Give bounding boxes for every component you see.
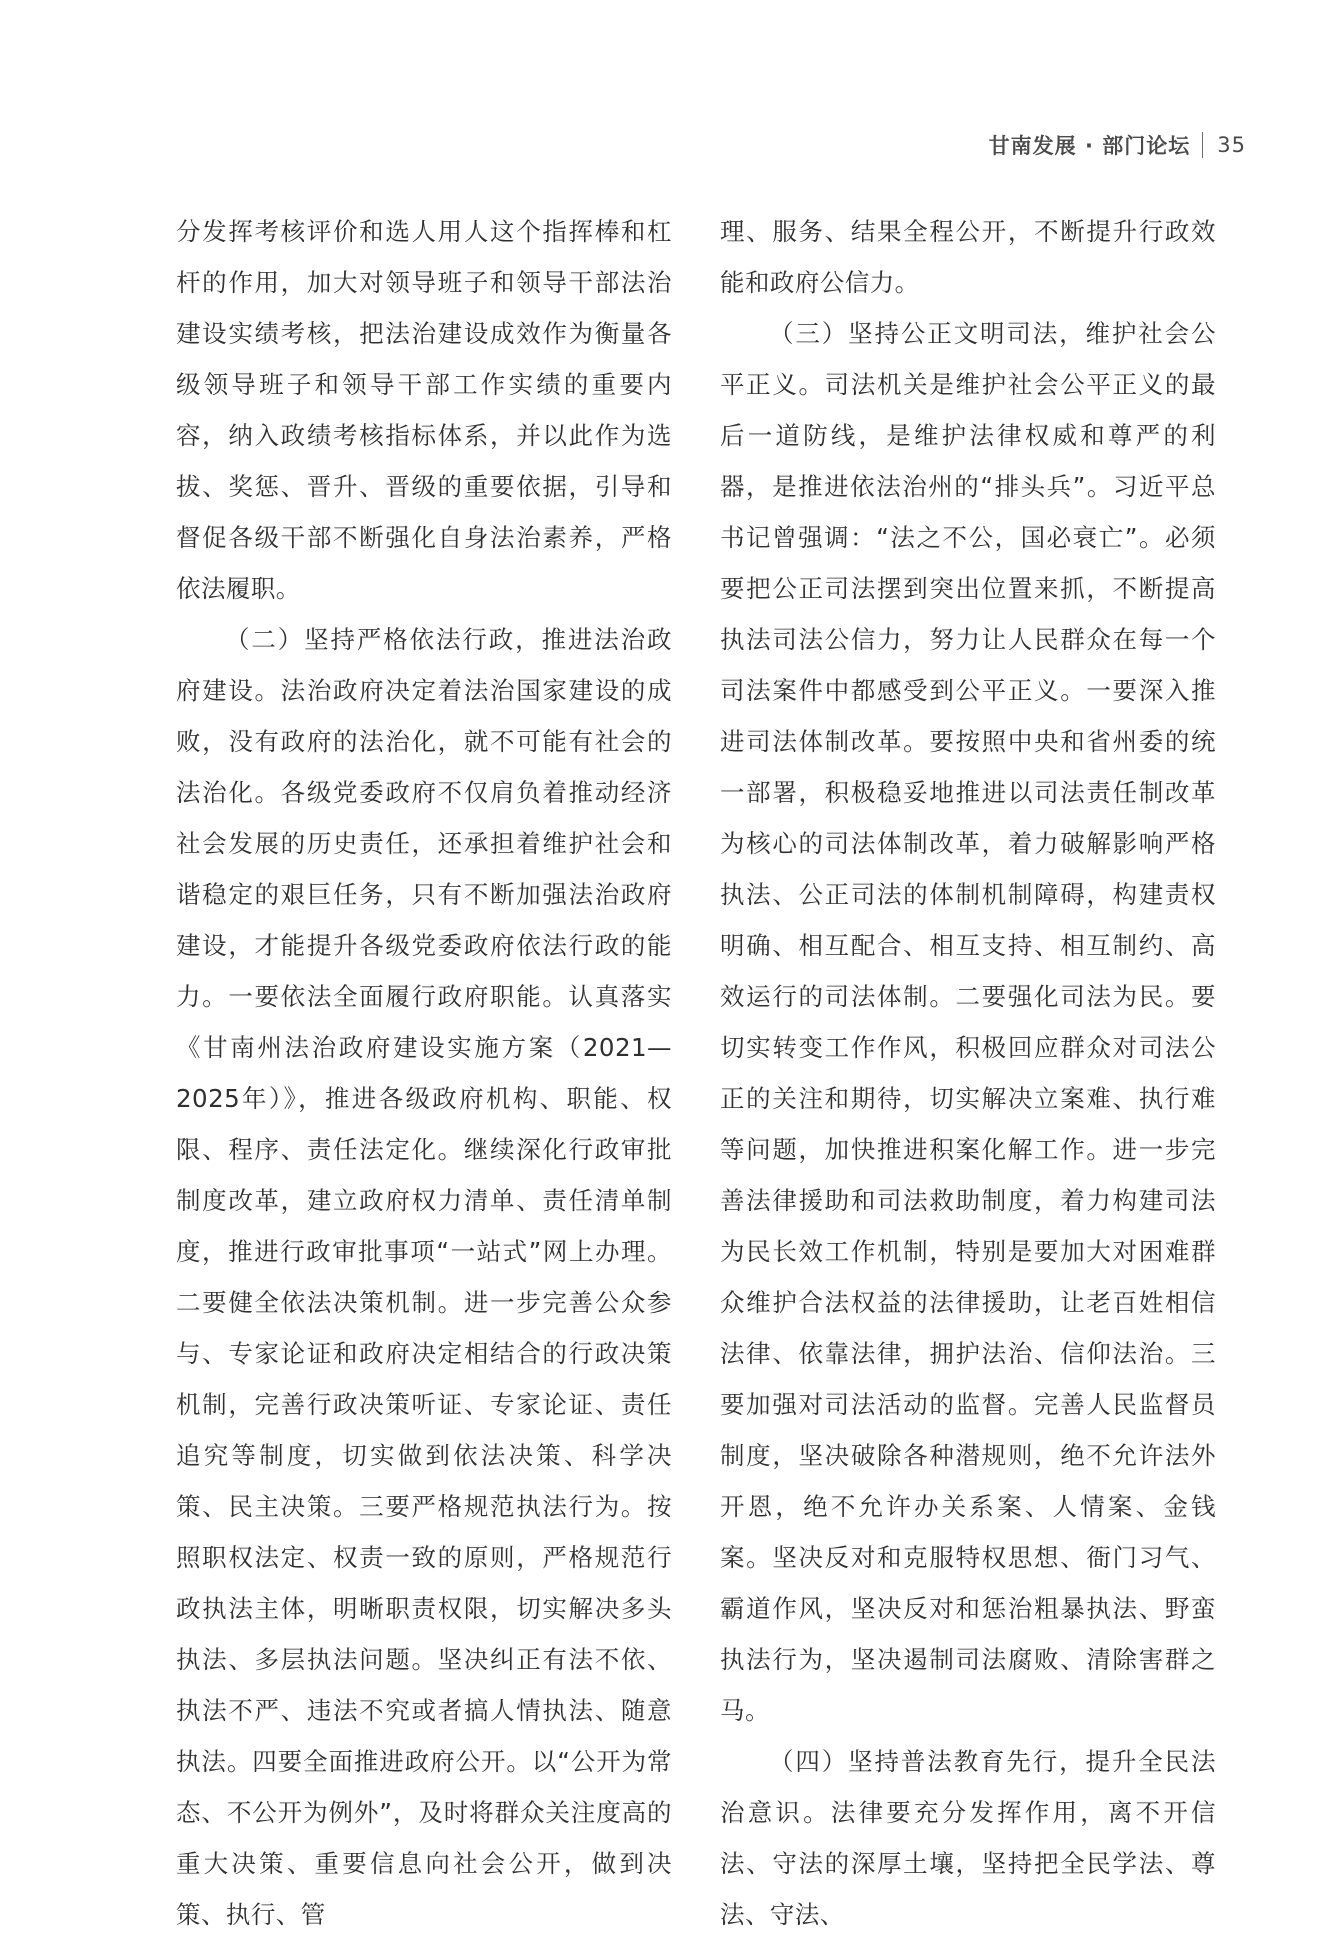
paragraph-section-4: （四）坚持普法教育先行，提升全民法治意识。法律要充分发挥作用，离不开信法、守法的深厚土壤，坚持把全民学法、尊法、守法、 (720, 1747, 1216, 1929)
running-header (989, 130, 1246, 160)
paragraph-section-3: （三）坚持公正文明司法，维护社会公平正义。司法机关是维护社会公平正义的最后一道防线，是维护法律权威和尊严的利器，是推进依法治州的“排头兵”。习近平总书记曾强调：“法之不公，国必衰亡”。必须要把公正司法摆到突出位置来抓，不断提高执法司法公信力，努力让人民群众在每一个司法案件中都感受到公平正义。一要深入推进司法体制改革。要按照中央和省州委的统一部署，积极稳妥地推进以司法责任制改革为核心的司法体制改革，着力破解影响严格执法、公正司法的体制机制障碍，构建责权明确、相互配合、相互支持、相互制约、高效运行的司法体制。二要强化司法为民。要切实转变工作作风，积极回应群众对司法公正的关注和期待，切实解决立案难、执行难等问题，加快推进积案化解工作。进一步完善法律援助和司法救助制度，着力构建司法为民长效工作机制，特别是要加大对困难群众维护合法权益的法律援助，让老百姓相信法律、依靠法律，拥护法治、信仰法治。三要加强对司法活动的监督。完善人民监督员制度，坚决破除各种潜规则，绝不允许法外开恩，绝不允许办关系案、人情案、金钱案。坚决反对和克服特权思想、衙门习气、霸道作风，坚决反对和惩治粗暴执法、野蛮执法行为，坚决遏制司法腐败、清除害群之马。 (720, 319, 1216, 1725)
paragraph-section-2: （二）坚持严格依法行政，推进法治政府建设。法治政府决定着法治国家建设的成败，没有政府的法治化，就不可能有社会的法治化。各级党委政府不仅肩负着推动经济社会发展的历史责任，还承担着维护社会和谐稳定的艰巨任务，只有不断加强法治政府建设，才能提升各级党委政府依法行政的能力。一要依法全面履行政府职能。认真落实《甘南州法治政府建设实施方案（2021—2025年）》，推进各级政府机构、职能、权限、程序、责任法定化。继续深化行政审批制度改革，建立政府权力清单、责任清单制度，推进行政审批事项“一站式”网上办理。二要健全依法决策机制。进一步完善公众参与、专家论证和政府决定相结合的行政决策机制，完善行政决策听证、专家论证、责任追究等制度，切实做到依法决策、科学决策、民主决策。三要严格规范执法行为。按照职权法定、权责一致的原则，严格规范行政执法主体，明晰职责权限，切实解决多头执法、多层执法问题。坚决纠正有法不依、执法不严、违法不究或者搞人情执法、随意执法。四要全面推进政府公开。以“公开为常态、不公开为例外”，及时将群众关注度高的重大决策、重要信息向社会公开，做到决策、执行、管 (176, 625, 672, 1929)
page-number: 35 (1217, 133, 1246, 157)
header-divider (1202, 132, 1203, 158)
paragraph: 理、服务、结果全程公开，不断提升行政效能和政府公信力。 (720, 217, 1216, 297)
journal-section-title: 甘南发展 · 部门论坛 (988, 134, 1191, 158)
right-column (720, 206, 1216, 1940)
paragraph: 分发挥考核评价和选人用人这个指挥棒和杠杆的作用，加大对领导班子和领导干部法治建设实绩考核，把法治建设成效作为衡量各级领导班子和领导干部工作实绩的重要内容，纳入政绩考核指标体系，并以此作为选拔、奖惩、晋升、晋级的重要依据，引导和督促各级干部不断强化自身法治素养，严格依法履职。 (176, 217, 672, 603)
left-column (176, 206, 672, 1940)
